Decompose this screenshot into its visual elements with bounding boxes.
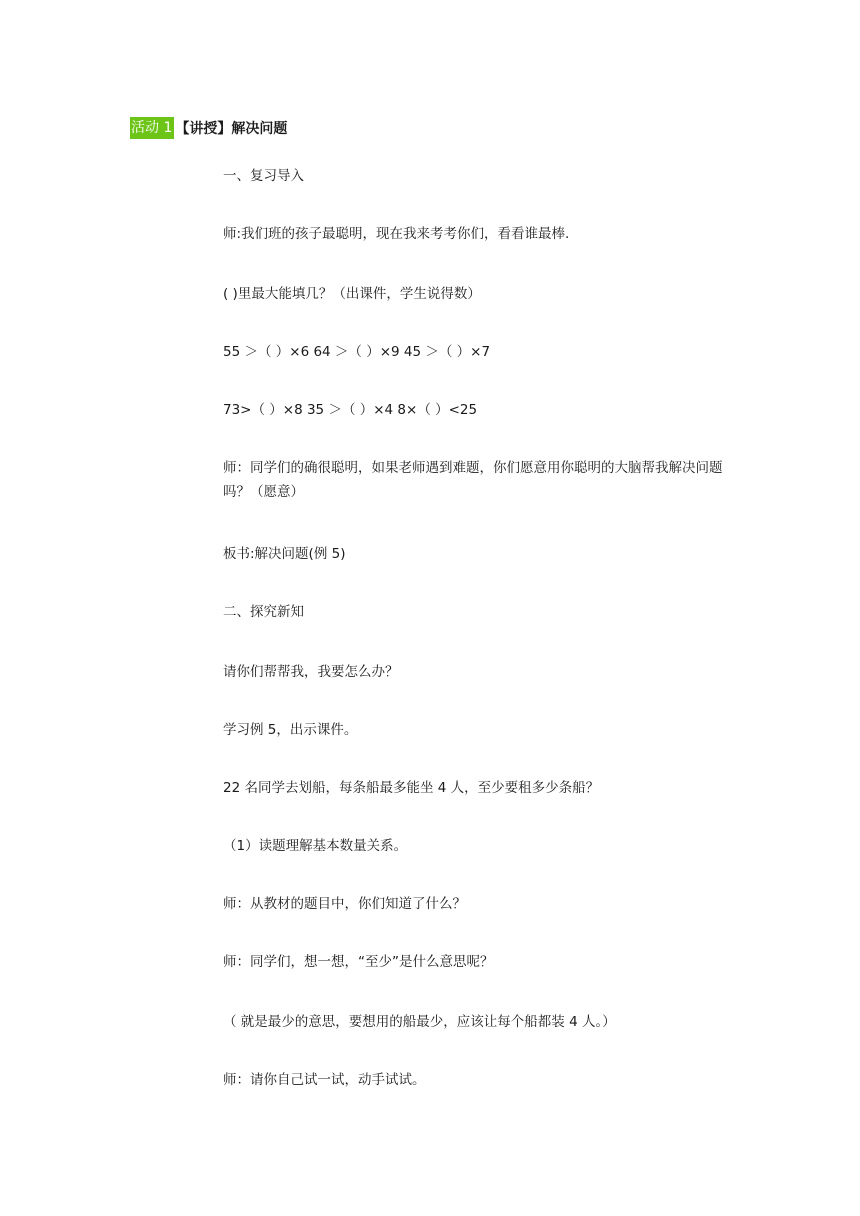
section-review-heading: 一、复习导入 <box>223 168 304 184</box>
teacher-transition-text: 师：同学们的确很聪明，如果老师遇到难题，你们愿意用你聪明的大脑帮我解决问题吗？（愿意） <box>223 460 723 500</box>
help-request-text: 请你们帮帮我，我要怎么办？ <box>223 664 399 680</box>
activity-heading <box>130 117 287 139</box>
teacher-question-2: 师：同学们，想一想，“至少”是什么意思呢？ <box>223 954 494 970</box>
word-problem-text: 22 名同学去划船，每条船最多能坐 4 人，至少要租多少条船？ <box>223 780 600 796</box>
teacher-question-1: 师：从教材的题目中，你们知道了什么？ <box>223 896 466 912</box>
example-intro-text: 学习例 5，出示课件。 <box>223 722 358 738</box>
activity-title: 【讲授】解决问题 <box>175 121 288 137</box>
activity-tag: 活动 1 <box>130 117 174 139</box>
exercise-row-2: 73>（ ）×8 35 ＞（ ）×4 8×（ ）<25 <box>223 402 478 418</box>
exercise-row-1: 55 ＞（ ）×6 64 ＞（ ）×9 45 ＞（ ）×7 <box>223 344 491 360</box>
section-explore-heading: 二、探究新知 <box>223 604 304 620</box>
teacher-intro-text: 师:我们班的孩子最聪明，现在我来考考你们，看看谁最棒. <box>223 226 570 242</box>
question-prompt: ( )里最大能填几？（出课件，学生说得数） <box>223 286 481 302</box>
answer-explanation: （ 就是最少的意思，要想用的船最少，应该让每个船都装 4 人。） <box>223 1014 616 1030</box>
step-1-text: （1）读题理解基本数量关系。 <box>223 838 408 854</box>
board-note: 板书:解决问题(例 5) <box>223 546 346 562</box>
teacher-instruction: 师：请你自己试一试，动手试试。 <box>223 1072 426 1088</box>
